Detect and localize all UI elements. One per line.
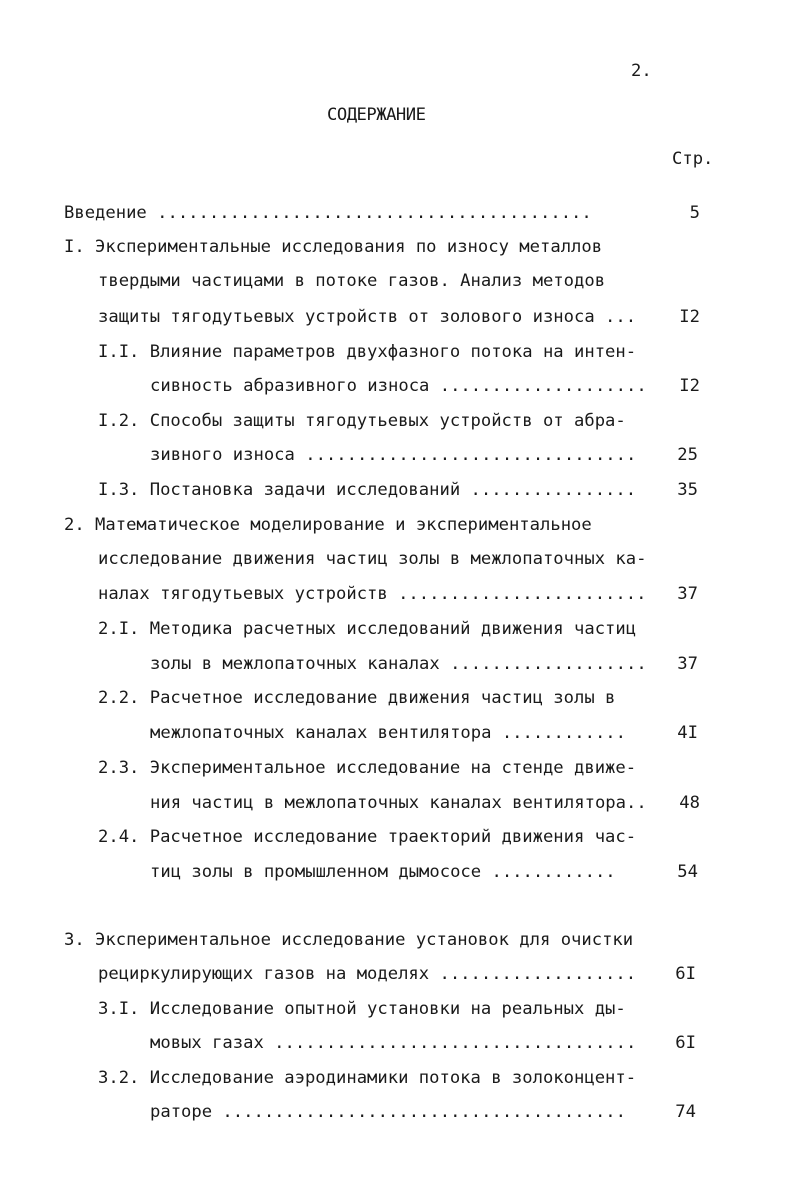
toc-page-number: 37 <box>677 654 698 674</box>
toc-line: Введение .......................................... <box>64 203 592 223</box>
toc-page-number: I2 <box>679 376 700 396</box>
toc-line: твердыми частицами в потоке газов. Анализ методов <box>98 271 606 291</box>
toc-page-number: 5 <box>689 203 700 223</box>
toc-line: 3.I. Исследование опытной установки на реальных ды- <box>98 999 626 1019</box>
toc-line: золы в межлопаточных каналах ................... <box>150 654 647 674</box>
toc-page-number: 25 <box>677 445 698 465</box>
toc-line: I.3. Постановка задачи исследований ................ <box>98 480 637 500</box>
toc-line: исследование движения частиц золы в межлопаточных ка- <box>98 549 647 569</box>
toc-line: раторе ....................................... <box>150 1102 626 1122</box>
toc-page-number: 74 <box>675 1102 696 1122</box>
toc-line: сивность абразивного износа .................... <box>150 376 647 396</box>
toc-line: I. Экспериментальные исследования по износу металлов <box>64 237 603 257</box>
toc-page-number: 4I <box>677 723 698 743</box>
toc-page-number: 6I <box>675 964 696 984</box>
toc-line: 2.I. Методика расчетных исследований движения частиц <box>98 619 637 639</box>
toc-line: ния частиц в межлопаточных каналах вентилятора.. <box>150 793 647 813</box>
toc-line: зивного износа ................................ <box>150 445 637 465</box>
toc-line: 2. Математическое моделирование и экспериментальное <box>64 515 592 535</box>
toc-line: защиты тягодутьевых устройств от золового износа ... <box>98 307 637 327</box>
toc-line: налах тягодутьевых устройств ........................ <box>98 584 647 604</box>
toc-line: межлопаточных каналах вентилятора ............ <box>150 723 626 743</box>
toc-page-number: 35 <box>677 480 698 500</box>
toc-page-number: I2 <box>679 307 700 327</box>
toc-page-number: 37 <box>677 584 698 604</box>
toc-page-number: 54 <box>677 862 698 882</box>
toc-line: 3. Экспериментальное исследование установок для очистки <box>64 930 634 950</box>
toc-line: рециркулирующих газов на моделях ................... <box>98 964 637 984</box>
toc-line: I.2. Способы защиты тягодутьевых устройств от абра- <box>98 411 626 431</box>
page-title: СОДЕРЖАНИЕ <box>327 105 426 125</box>
toc-page-number: 6I <box>675 1033 696 1053</box>
page-number: 2. <box>631 61 652 81</box>
page-column-label: Стр. <box>672 149 714 169</box>
toc-page-number: 48 <box>679 793 700 813</box>
toc-line: I.I. Влияние параметров двухфазного потока на интен- <box>98 342 637 362</box>
toc-line: 2.2. Расчетное исследование движения частиц золы в <box>98 688 616 708</box>
toc-line: 2.3. Экспериментальное исследование на стенде движе- <box>98 758 637 778</box>
toc-line: тиц золы в промышленном дымососе ............ <box>150 862 616 882</box>
toc-line: мовых газах ................................... <box>150 1033 637 1053</box>
toc-line: 2.4. Расчетное исследование траекторий движения час- <box>98 827 637 847</box>
toc-line: 3.2. Исследование аэродинамики потока в золоконцент- <box>98 1068 637 1088</box>
